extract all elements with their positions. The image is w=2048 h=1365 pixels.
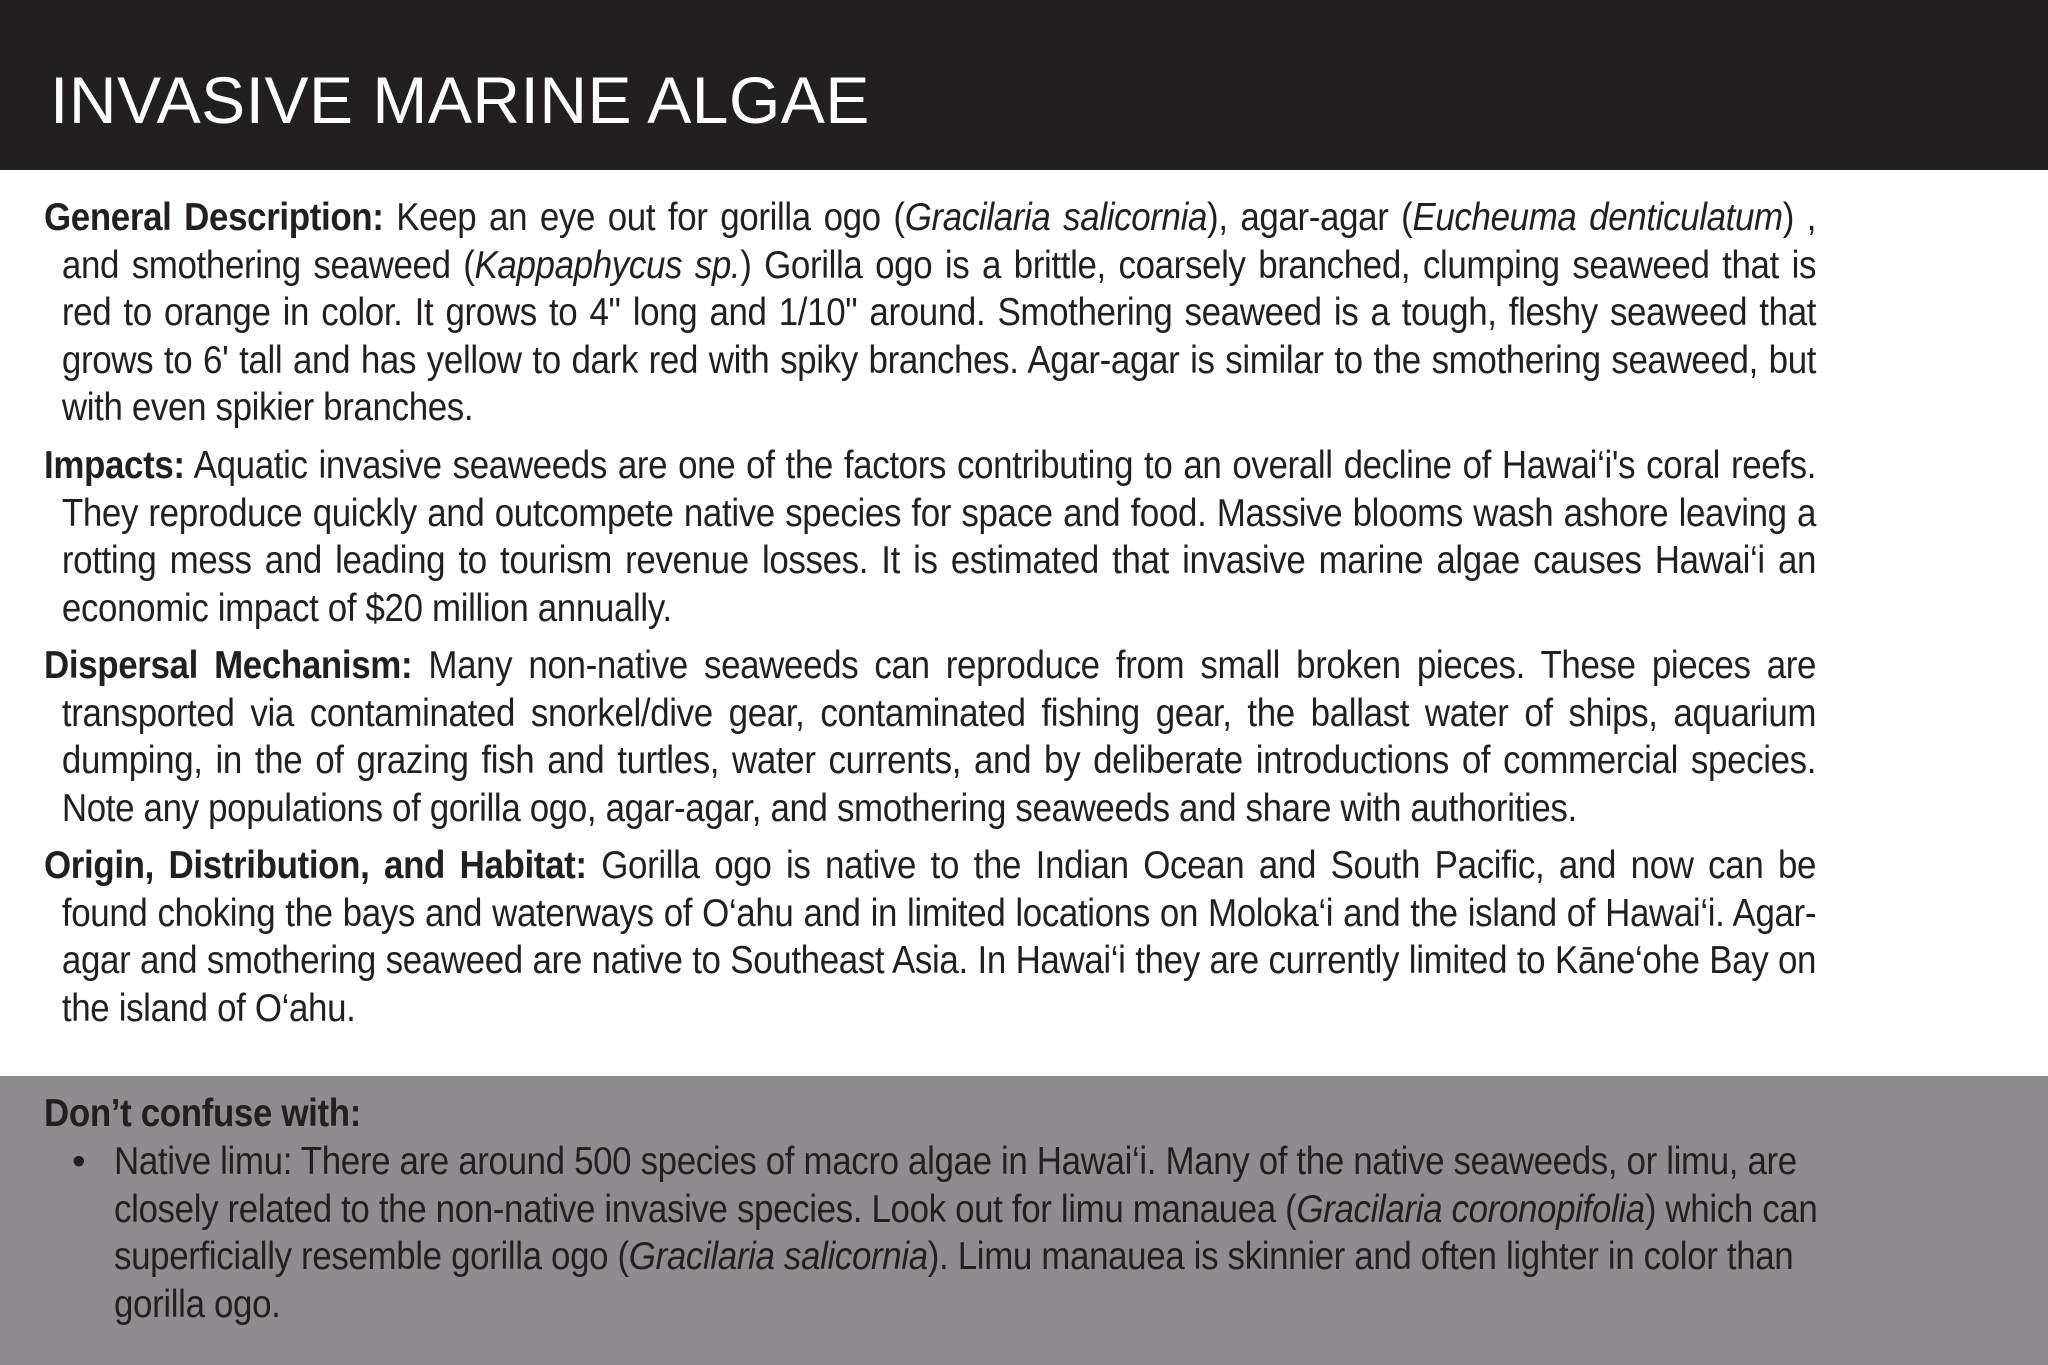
species-name: Gracilaria coronopifolia	[1296, 1187, 1645, 1231]
page-title: INVASIVE MARINE ALGAE	[50, 63, 870, 137]
title-bar	[0, 0, 2048, 170]
section-text: ) , and smothering seaweed (	[61, 196, 1817, 287]
species-name: Gracilaria salicornia	[628, 1235, 928, 1278]
main-content	[0, 170, 2048, 1076]
section-heading: General Description:	[44, 196, 384, 239]
section-heading: Impacts:	[44, 444, 185, 487]
impacts-section	[44, 442, 1816, 632]
section-text: Aquatic invasive seaweeds are one of the factors contributing to an overall decline of Hawai‘i's coral reefs. They reproduce quickly and outcompete native species for space and food. Massive blooms wash ashore leaving a rotting mess and leading to tourism revenue losses. It is estimated that invasive marine algae causes Hawai‘i an economic impact of $20 million annually.	[61, 444, 1817, 630]
section-heading: Origin, Distribution, and Habitat:	[44, 844, 587, 887]
section-text: Gorilla ogo is native to the Indian Ocean and South Pacific, and now can be found choking the bays and waterways of O‘ahu and in limited locations on Moloka‘i and the island of Hawai‘i. Agar-agar and smothering seaweed are native to Southeast Asia. In Hawai‘i they are currently limited to Kāne‘ohe Bay on the island of O‘ahu.	[61, 844, 1817, 1030]
section-text: Many non-native seaweeds can reproduce from small broken pieces. These pieces are transported via contaminated snorkel/dive gear, contaminated fishing gear, the ballast water of ships, aquarium dumping, in the of grazing fish and turtles, water currents, and by deliberate introductions of commercial species. Note any populations of gorilla ogo, agar-agar, and smothering seaweeds and share with authorities.	[61, 644, 1817, 830]
section-text: ), agar-agar (	[1207, 196, 1413, 239]
item-text: Native limu: There are around 500 species of macro algae in Hawai‘i. Many of the native seaweeds, or limu, are closely related to the non-native invasive species. Look out for limu manauea (	[114, 1140, 1797, 1231]
species-name: Kappaphycus sp.	[474, 243, 741, 287]
native-limu-item	[114, 1138, 1832, 1328]
section-text: ) Gorilla ogo is a brittle, coarsely branched, clumping seaweed that is red to orange in color. It grows to 4" long and 1/10" around. Smothering seaweed is a tough, fleshy seaweed that grows to 6' tall and has yellow to dark red with spiky branches. Agar-agar is similar to the smothering seaweed, but with even spikier branches.	[61, 243, 1817, 429]
section-text: Keep an eye out for gorilla ogo (	[383, 196, 905, 239]
bullet-icon: •	[72, 1140, 86, 1183]
general-description-section	[44, 194, 1816, 432]
dispersal-mechanism-section	[44, 642, 1816, 832]
item-text: ) which can superficially resemble gorilla ogo (	[114, 1187, 1818, 1278]
section-heading: Dispersal Mechanism:	[44, 644, 413, 687]
species-name: Eucheuma denticulatum	[1412, 196, 1783, 239]
origin-distribution-habitat-section	[44, 842, 1816, 1032]
item-text: ). Limu manauea is skinnier and often lighter in color than gorilla ogo.	[114, 1235, 1794, 1326]
species-name: Gracilaria salicornia	[904, 196, 1208, 239]
dont-confuse-heading: Don’t confuse with:	[44, 1092, 362, 1135]
dont-confuse-panel	[0, 1076, 2048, 1365]
